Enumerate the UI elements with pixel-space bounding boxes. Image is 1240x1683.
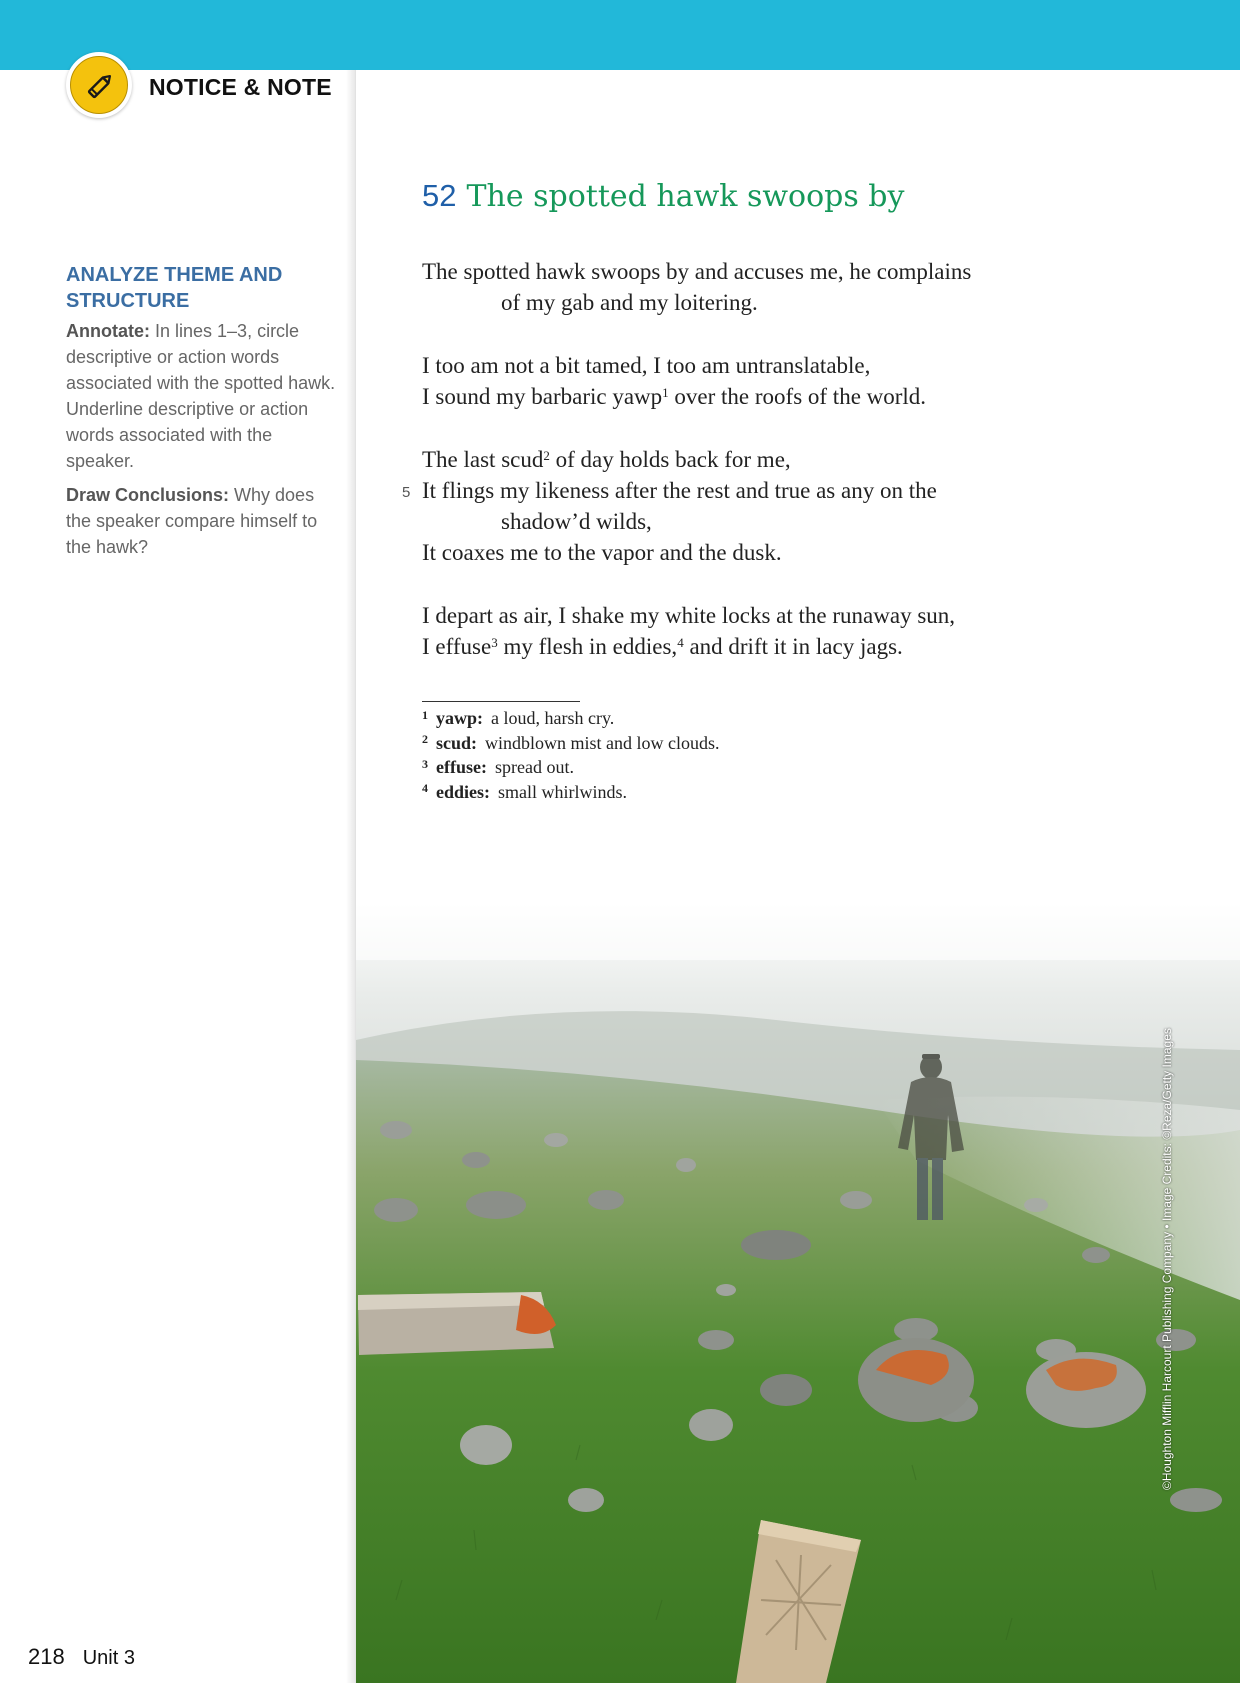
- line-8-text-a: I effuse: [422, 634, 492, 659]
- poem-line-3: [422, 381, 1042, 412]
- stanza-break: [422, 412, 1042, 444]
- line-3-text-a: I sound my barbaric yawp: [422, 384, 663, 409]
- notice-note-badge: [66, 52, 132, 118]
- headstone-fragment: [358, 1292, 556, 1355]
- footnote-rule: [422, 701, 580, 702]
- unit-label: Unit 3: [82, 1647, 135, 1669]
- stanza-break: [422, 318, 1042, 350]
- poem-line-6: It coaxes me to the vapor and the dusk.: [422, 540, 782, 565]
- footnote-term: eddies:: [436, 781, 490, 802]
- poem-body: [402, 256, 1042, 662]
- line-4-text-b: of day holds back for me,: [549, 447, 791, 472]
- footnote-definition: windblown mist and low clouds.: [485, 732, 720, 753]
- footnote-definition: spread out.: [494, 757, 574, 777]
- pencil-icon: [83, 69, 117, 103]
- poem-title-text: The spotted hawk swoops by: [466, 179, 905, 214]
- footnote: 4 eddies: small whirlwinds.: [422, 781, 627, 802]
- footnote: 2 scud: windblown mist and low clouds.: [422, 732, 720, 753]
- footnote: 3 effuse: spread out.: [422, 756, 574, 777]
- footnote-definition: small whirlwinds.: [498, 781, 627, 802]
- poem-line-1: The spotted hawk swoops by and accuses me, he complains: [422, 259, 972, 284]
- line-4-text-a: The last scud: [422, 447, 544, 472]
- stanza-break: [422, 568, 1042, 600]
- footnote-ref-1[interactable]: 1: [662, 384, 669, 400]
- poem-line-1-continued: of my gab and my loitering.: [501, 290, 758, 315]
- poem-line-4: [422, 444, 1042, 475]
- line-8-text-b: my flesh in eddies,: [497, 634, 678, 659]
- footnote-term: effuse:: [436, 757, 487, 777]
- footnote-ref-4[interactable]: 4: [677, 634, 684, 650]
- page-number: 218: [28, 1644, 65, 1669]
- footnote-ref-3[interactable]: 3: [491, 634, 498, 650]
- poem-line-5: [402, 475, 1042, 506]
- sidebar-note: [66, 262, 336, 568]
- conclusions-instruction: [66, 482, 336, 560]
- footnotes: [422, 706, 720, 804]
- badge-circle: [70, 56, 128, 114]
- sidebar-heading: ANALYZE THEME AND STRUCTURE: [66, 264, 283, 312]
- folio: [28, 1644, 135, 1670]
- line-8-text-c: and drift it in lacy jags.: [683, 634, 903, 659]
- line-3-text-b: over the roofs of the world.: [668, 384, 927, 409]
- conclusions-text: Why does the speaker compare himself to the hawk?: [66, 485, 318, 557]
- photo-credit: ©Houghton Mifflin Harcourt Publishing Company • Image Credits: ©Reza/Getty Images: [1160, 1028, 1174, 1490]
- footnote-term: yawp:: [436, 708, 484, 728]
- line-5-text: It flings my likeness after the rest and true as any on the: [422, 478, 937, 503]
- poem-line-7: I depart as air, I shake my white locks at the runaway sun,: [422, 603, 956, 628]
- conclusions-label: Draw Conclusions:: [66, 485, 230, 505]
- poem-line-8: [422, 631, 1042, 662]
- annotate-text: In lines 1–3, circle descriptive or action words associated with the spotted hawk. Underline descriptive or action words associated with the speaker.: [66, 321, 336, 471]
- poem-title: [422, 178, 904, 214]
- footnote-definition: a loud, harsh cry.: [491, 708, 615, 728]
- footnote-term: scud:: [436, 732, 478, 753]
- section-title: NOTICE & NOTE: [149, 74, 332, 100]
- poem-line-5-continued: shadow’d wilds,: [501, 509, 652, 534]
- annotate-instruction: [66, 318, 336, 474]
- annotate-label: Annotate:: [66, 321, 150, 341]
- misty-meadow-photo: [356, 900, 1240, 1683]
- line-number: 5: [402, 484, 411, 501]
- poem-number: 52: [422, 178, 457, 213]
- footnote: 1 yawp: a loud, harsh cry.: [422, 707, 615, 728]
- footnote-ref-2[interactable]: 2: [543, 447, 550, 463]
- header-bar: [0, 0, 1240, 70]
- poem-line-2: I too am not a bit tamed, I too am untranslatable,: [422, 353, 871, 378]
